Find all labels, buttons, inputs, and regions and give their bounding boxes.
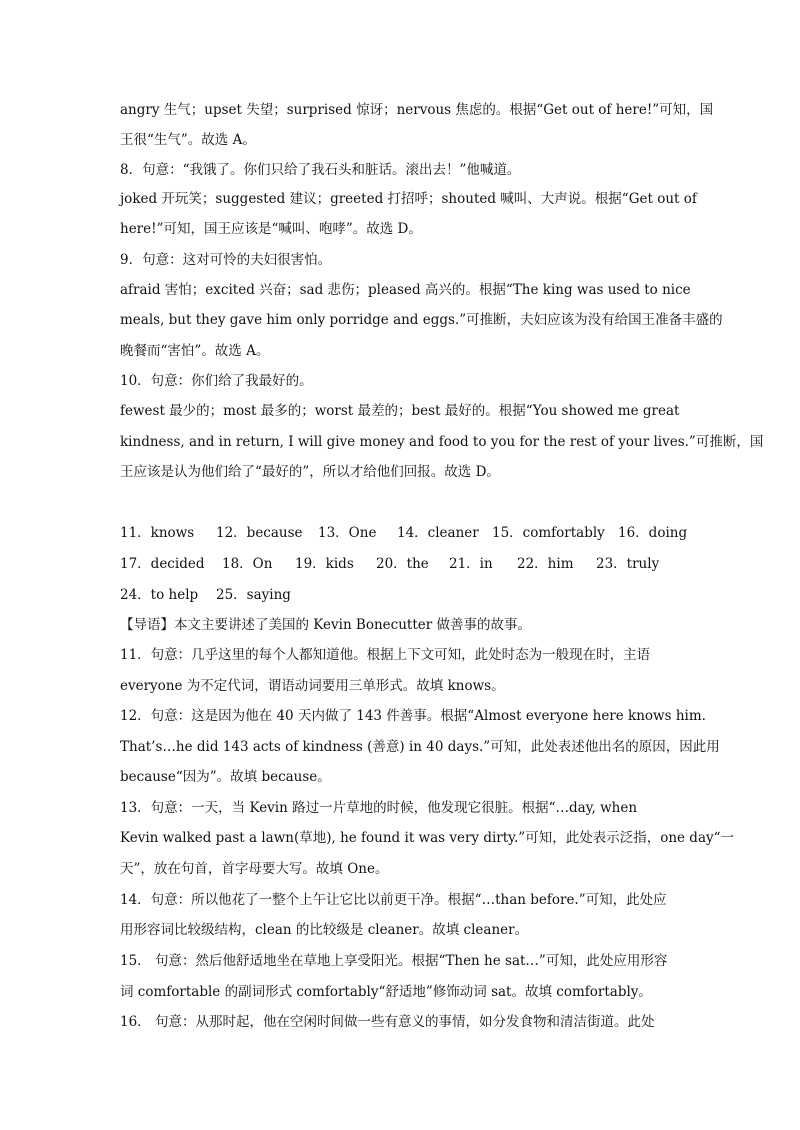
text-line: 11．句意：几乎这里的每个人都知道他。根据上下文可知，此处时态为一般现在时，主语	[120, 647, 651, 663]
answer-item: 24．to help	[120, 587, 199, 603]
answer-item: 19．kids	[295, 556, 354, 572]
text-line: 15． 句意：然后他舒适地坐在草地上享受阳光。根据“Then he sat…”可知，此处应用形容	[120, 953, 668, 969]
answer-item: 23．truly	[596, 556, 660, 572]
text-line: 13．句意：一天，当 Kevin 路过一片草地的时候，他发现它很脏。根据“…day, when	[120, 800, 638, 816]
text-line: Kevin walked past a lawn(草地), he found it was very dirty.”可知，此处表示泛指，one day“一	[120, 830, 735, 846]
answer-item: 13．One	[318, 525, 377, 541]
text-line: 【导语】本文主要讲述了美国的 Kevin Bonecutter 做善事的故事。	[120, 617, 532, 633]
text-line: 用形容词比较级结构，clean 的比较级是 cleaner。故填 cleaner。	[120, 922, 529, 938]
text-line: 10．句意：你们给了我最好的。	[120, 373, 313, 389]
text-line: joked 开玩笑；suggested 建议；greeted 打招呼；shouted 喊叫、大声说。根据“Get out of	[120, 191, 697, 207]
text-line: 天”，放在句首，首字母要大写。故填 One。	[120, 861, 389, 877]
text-line: 8．句意：“我饿了。你们只给了我石头和脏话。滚出去！”他喊道。	[120, 162, 521, 178]
answer-item: 17．decided	[120, 556, 205, 572]
answer-item: 20．the	[376, 556, 429, 572]
answer-item: 22．him	[517, 556, 574, 572]
answer-item: 15．comfortably	[492, 525, 605, 541]
text-line: 9．句意：这对可怜的夫妇很害怕。	[120, 252, 332, 268]
text-line: afraid 害怕；excited 兴奋；sad 悲伤；pleased 高兴的。根据“The king was used to nice	[120, 282, 691, 298]
text-line: 12．句意：这是因为他在 40 天内做了 143 件善事。根据“Almost everyone here knows him.	[120, 708, 706, 724]
answer-item: 18．On	[222, 556, 273, 572]
text-line: fewest 最少的；most 最多的；worst 最差的；best 最好的。根据“You showed me great	[120, 403, 680, 419]
answer-item: 16．doing	[618, 525, 688, 541]
text-line: That’s…he did 143 acts of kindness (善意) in 40 days.”可知，此处表述他出名的原因，因此用	[120, 739, 720, 755]
text-line: 王很“生气”。故选 A。	[120, 132, 256, 148]
answer-item: 12．because	[216, 525, 303, 541]
answer-item: 25．saying	[216, 587, 291, 603]
text-line: everyone 为不定代词，谓语动词要用三单形式。故填 knows。	[120, 678, 505, 694]
text-line: 词 comfortable 的副词形式 comfortably“舒适地”修饰动词 sat。故填 comfortably。	[120, 984, 652, 1000]
text-line: here!”可知，国王应该是“喊叫、咆哮”。故选 D。	[120, 221, 422, 237]
text-line: kindness, and in return, I will give money and food to you for the rest of your lives.”可推断，国	[120, 434, 764, 450]
text-line: because“因为”。故填 because。	[120, 769, 331, 785]
answer-item: 21．in	[449, 556, 493, 572]
text-line: angry 生气；upset 失望；surprised 惊讶；nervous 焦虑的。根据“Get out of here!”可知，国	[120, 102, 714, 118]
answer-item: 14．cleaner	[397, 525, 479, 541]
text-line: 14．句意：所以他花了一整个上午让它比以前更干净。根据“…than before.”可知，此处应	[120, 892, 667, 908]
text-line: 16． 句意：从那时起，他在空闲时间做一些有意义的事情，如分发食物和清洁街道。此处	[120, 1014, 655, 1030]
text-line: meals, but they gave him only porridge and eggs.”可推断，夫妇应该为没有给国王准备丰盛的	[120, 312, 723, 328]
text-line: 晚餐而“害怕”。故选 A。	[120, 343, 270, 359]
text-line: 王应该是认为他们给了“最好的”，所以才给他们回报。故选 D。	[120, 464, 500, 480]
answer-item: 11．knows	[120, 525, 195, 541]
